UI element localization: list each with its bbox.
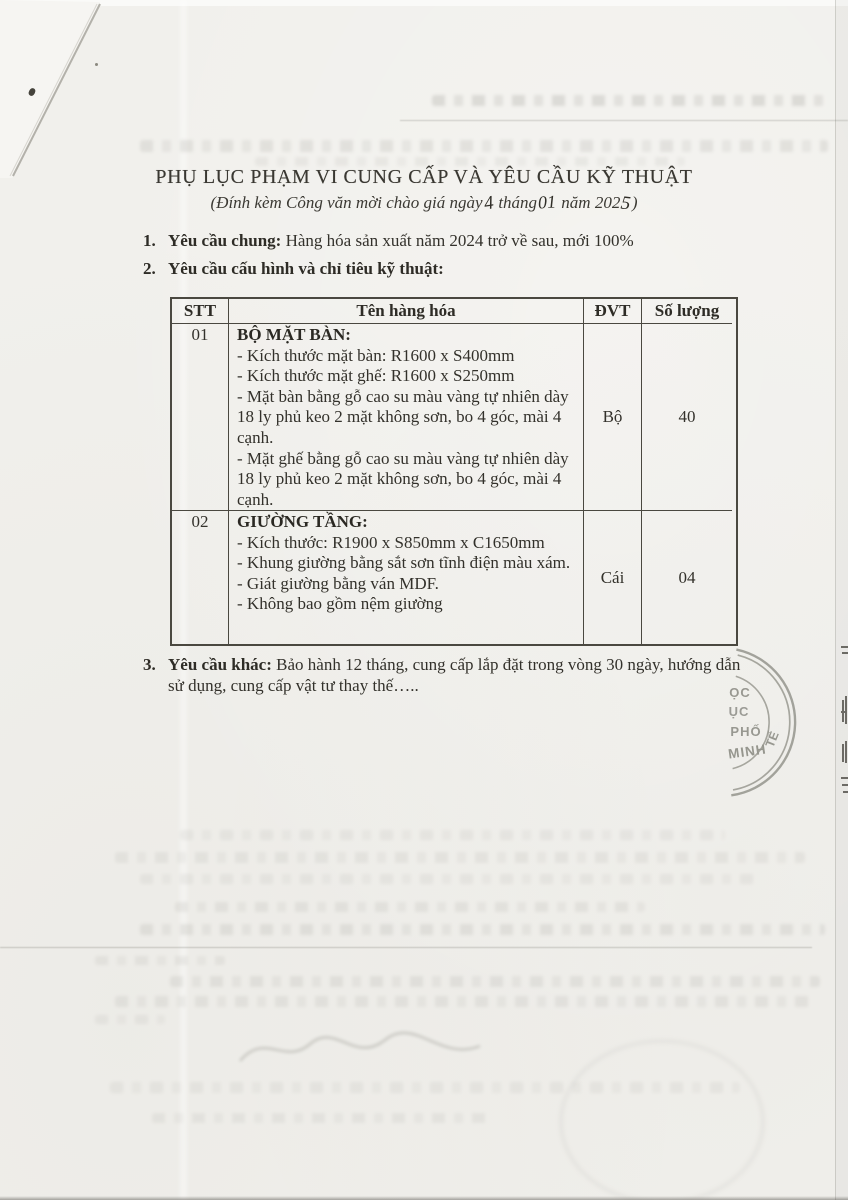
bleedthrough-text-line: [170, 976, 820, 987]
spec-line: - Kích thước mặt bàn: R1600 x S400mm: [237, 345, 515, 365]
bleedthrough-text-line: [140, 140, 828, 152]
subtitle-thang: tháng: [498, 193, 538, 212]
bleedthrough-text-line: [180, 830, 725, 840]
bleedthrough-text-line: [175, 902, 645, 912]
bleedthrough-rule: [400, 120, 848, 121]
item-number: 1.: [143, 231, 156, 250]
official-stamp: [640, 608, 848, 830]
bleedthrough-stamp-circle: [560, 1040, 764, 1200]
table-row-1-name: [229, 324, 584, 511]
spec-line: - Kích thước mặt ghế: R1600 x S250mm: [237, 366, 515, 386]
handwritten-year-digit: 5: [620, 192, 633, 215]
item-label: Yêu cầu khác:: [168, 655, 272, 674]
bleedthrough-text-line: [152, 1113, 492, 1123]
folded-corner-crease: [0, 0, 130, 190]
item-body: Bảo hành 12 tháng, cung cấp lắp đặt trong vòng 30 ngày, hướng dẫn sử dụng, cung cấp vật tư thay thế…..: [168, 655, 741, 695]
stamp-outer-ring: [728, 650, 795, 796]
table-row-1-unit: Bộ: [584, 324, 642, 511]
scan-bottom-edge: [0, 1196, 848, 1200]
stamp-outer-ring-inner-line: [733, 655, 790, 790]
table-row-2-qty: 04: [678, 567, 696, 587]
item-number: 3.: [143, 655, 156, 674]
stamp-text-fragment: ỌC: [729, 685, 751, 700]
requirement-item-2: [143, 258, 813, 279]
stamp-text-fragment: MINH: [727, 741, 768, 762]
spec-line: - Kích thước: R1900 x S850mm x C1650mm: [237, 532, 545, 552]
spec-line: - Mặt ghế bằng gỗ cao su màu vàng tự nhiên dày 18 ly phủ keo 2 mặt không sơn, bo 4 góc, mài 4 cạnh.: [237, 448, 569, 509]
bleedthrough-text-line: [95, 1015, 165, 1024]
spec-line: - Mặt bàn bằng gỗ cao su màu vàng tự nhiên dày 18 ly phủ keo 2 mặt không sơn, bo 4 góc, mài 4 cạnh.: [237, 386, 569, 447]
table-header-qty: Số lượng: [642, 299, 732, 324]
bleedthrough-text-line: [115, 852, 805, 863]
item-label: Yêu cầu chung:: [168, 231, 282, 250]
table-row-1-stt: 01: [172, 324, 229, 511]
table-row-2-unit: Cái: [584, 511, 642, 644]
spec-table: [170, 297, 738, 646]
bleedthrough-text-line: [115, 996, 810, 1007]
requirement-item-1: [143, 230, 813, 251]
bleedthrough-text-line: [255, 157, 685, 166]
item-body: Hàng hóa sản xuất năm 2024 trở về sau, mới 100%: [281, 231, 634, 250]
edge-handwriting-marks: [834, 638, 848, 803]
handwritten-day: 4: [482, 192, 495, 215]
item-label: Yêu cầu cấu hình và chỉ tiêu kỹ thuật:: [168, 259, 444, 278]
bleedthrough-text-line: [95, 956, 225, 965]
bleedthrough-text-line: [432, 95, 824, 106]
document-subtitle: [0, 192, 848, 214]
bleedthrough-text-line: [140, 874, 760, 884]
table-row-2-stt: 02: [172, 511, 229, 644]
spec-line: - Giát giường bằng ván MDF.: [237, 573, 439, 593]
table-header-name: Tên hàng hóa: [229, 299, 584, 324]
table-row-1-qty: 40: [642, 324, 732, 511]
spec-line: - Khung giường bằng sắt sơn tĩnh điện màu xám.: [237, 553, 571, 573]
item-number: 2.: [143, 259, 156, 278]
product-name: GIƯỜNG TẦNG:: [237, 512, 368, 531]
item-text: [168, 258, 444, 279]
subtitle-prefix: (Đính kèm Công văn mời chào giá ngày: [210, 193, 483, 212]
table-header-stt: STT: [172, 299, 229, 324]
table-header-unit: ĐVT: [584, 299, 642, 324]
bleedthrough-signature: [235, 1026, 485, 1074]
subtitle-suffix: ): [631, 193, 638, 212]
stamp-text-fragment: ỤC: [728, 704, 750, 719]
spec-line: - Không bao gồm nệm giường: [237, 594, 443, 614]
document-title: PHỤ LỤC PHẠM VI CUNG CẤP VÀ YÊU CẦU KỸ THUẬT: [155, 166, 693, 188]
bleedthrough-text-line: [140, 924, 825, 935]
stamp-text-fragment: PHỐ: [730, 724, 762, 739]
product-name: BỘ MẶT BÀN:: [237, 325, 351, 344]
subtitle-nam: năm 202: [561, 193, 621, 212]
stamp-arc-text: TẾ: [762, 729, 782, 750]
item-text: [168, 230, 634, 251]
handwritten-month: 01: [537, 191, 557, 213]
ink-speck: [95, 63, 98, 66]
bleedthrough-rule: [0, 947, 812, 948]
table-row-2-name: [229, 511, 584, 644]
